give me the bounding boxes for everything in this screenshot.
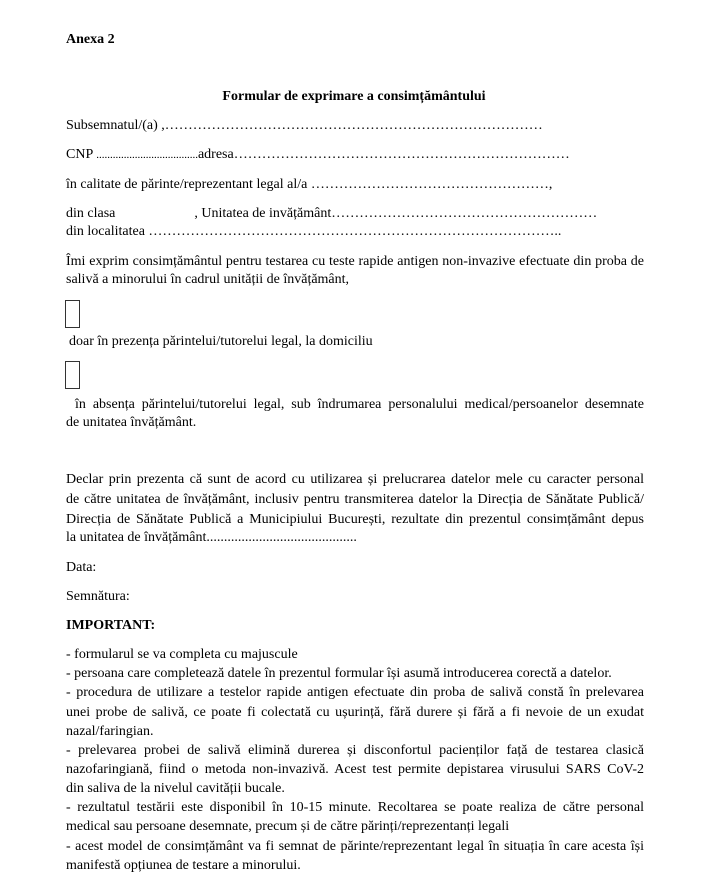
consent-line: Îmi exprim consimțământul pentru testarea cu teste rapide antigen non-invazive efectuate din proba de	[66, 254, 644, 269]
option-label-home: doar în prezența părintelui/tutorelui legal, la domiciliu	[69, 334, 373, 349]
important-heading: IMPORTANT:	[66, 618, 156, 633]
important-line: nazofaringiană, fiind o metoda non-invazivă. Acest test permite depistarea virusului SARS CoV-2	[66, 762, 644, 777]
important-line: - prelevarea probei de salivă elimină durerea și disconfortul pacienților față de testarea clasică	[66, 743, 644, 758]
school-field[interactable]: , Unitatea de invățământ…………………………………………………	[194, 206, 598, 221]
important-line: unei probe de salivă, ce poate fi colectată cu ușurință, fără durere și fără a fi nevoie de un exudat	[66, 705, 644, 720]
important-line: din saliva de la nivelul cavității bucale.	[66, 781, 285, 796]
subsemnatul-field[interactable]: Subsemnatul/(a) ,………………………………………………………………………	[66, 118, 543, 133]
cnp-address-field[interactable]	[66, 146, 570, 164]
locality-field[interactable]: din localitatea ……………………………………………………………………………..	[66, 224, 562, 239]
annex-label: Anexa 2	[66, 32, 115, 47]
declaration-line: la unitatea de învățământ...........................................	[66, 530, 357, 545]
important-line: - acest model de consimțământ va fi semnat de părinte/reprezentant legal în situația în care acesta își	[66, 839, 644, 854]
important-line: - procedura de utilizare a testelor rapide antigen efectuate din proba de salivă constă în prelevarea	[66, 685, 644, 700]
important-line: - formularul se va completa cu majuscule	[66, 647, 298, 662]
important-line: medical sau persoane desemnate, precum și de către părinți/reprezentanți legali	[66, 819, 510, 834]
option-line: în absența părintelui/tutorelui legal, sub îndrumarea personalului medical/persoanelor desemnate	[75, 397, 644, 412]
option-checkbox-school[interactable]	[65, 361, 80, 389]
signature-field[interactable]: Semnătura:	[66, 589, 130, 604]
declaration-line: de către unitatea de învățământ, inclusiv pentru transmiterea datelor la Direcția de Sănătate Publică/	[66, 492, 644, 507]
consent-line: salivă a minorului în cadrul unității de învățământ,	[66, 272, 350, 287]
important-line: manifestă opțiunea de testare a minorului.	[66, 858, 301, 873]
important-line: - persoana care completează datele în prezentul formular își asumă introducerea corectă a datelor.	[66, 666, 612, 681]
option-checkbox-home[interactable]	[65, 300, 80, 328]
important-line: - rezultatul testării este disponibil în 10-15 minute. Recoltarea se poate realiza de către personal	[66, 800, 644, 815]
form-title: Formular de exprimare a consimțământului	[222, 89, 486, 104]
declaration-line: Declar prin prezenta că sunt de acord cu utilizarea și prelucrarea datelor mele cu caracter personal	[66, 472, 644, 487]
cnp-label: CNP	[66, 147, 97, 162]
important-line: nazal/faringian.	[66, 724, 154, 739]
declaration-line: Direcția de Sănătate Publică a Municipiului București, rezultate din prezentul consimțământ depus	[66, 512, 644, 527]
class-school-field[interactable]	[66, 205, 597, 223]
class-label: din clasa	[66, 206, 116, 221]
guardian-field[interactable]: în calitate de părinte/reprezentant legal al/a ……………………………………………,	[66, 177, 553, 192]
address-field[interactable]: adresa………………………………………………………………	[197, 147, 570, 162]
date-field[interactable]: Data:	[66, 560, 97, 575]
cnp-dots[interactable]: .....................................	[96, 149, 198, 161]
option-line: de unitatea învățământ.	[66, 415, 197, 430]
